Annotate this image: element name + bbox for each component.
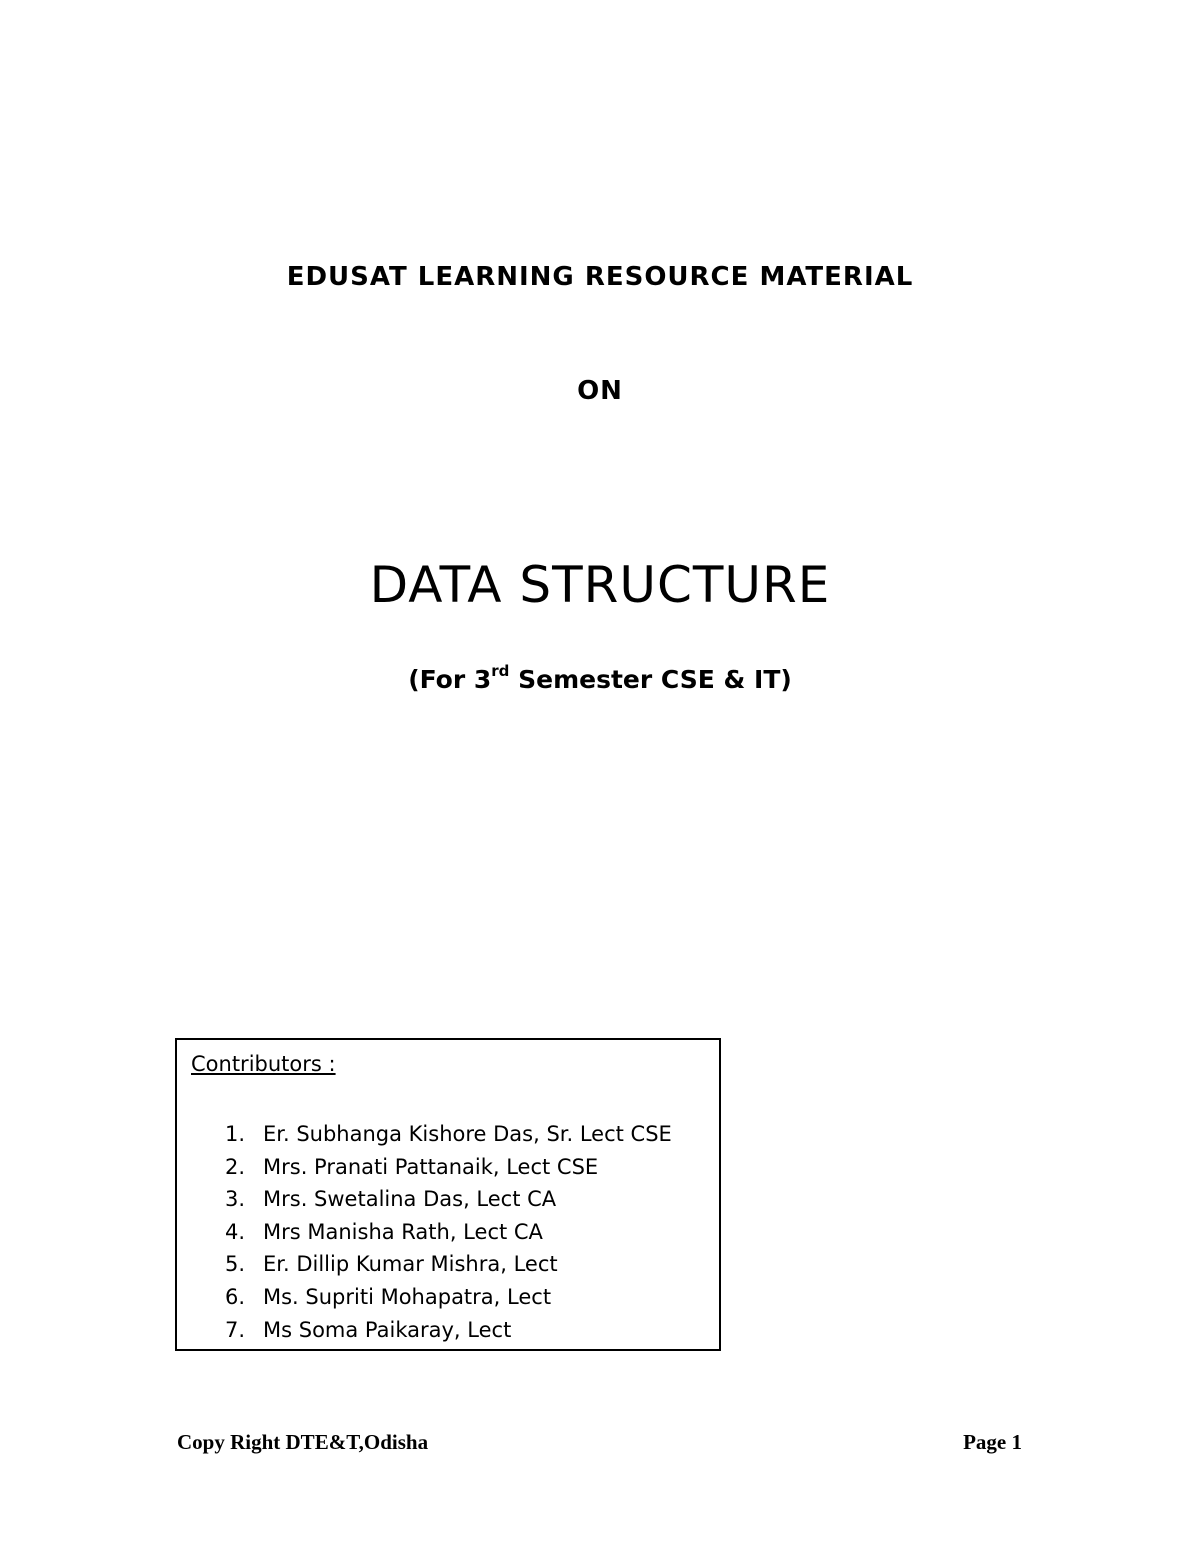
contributors-heading: Contributors : xyxy=(191,1052,336,1076)
list-item-text: Mrs. Pranati Pattanaik, Lect CSE xyxy=(263,1154,599,1179)
on-label: ON xyxy=(577,376,623,406)
subtitle-superscript: rd xyxy=(491,662,510,680)
list-item xyxy=(225,1216,672,1249)
subtitle-suffix: Semester CSE & IT) xyxy=(509,665,792,694)
list-item-text: Ms. Supriti Mohapatra, Lect xyxy=(263,1284,552,1309)
list-item xyxy=(225,1248,672,1281)
list-item-number: 5. xyxy=(225,1252,246,1277)
list-item-number: 7. xyxy=(225,1317,246,1342)
list-item-number: 3. xyxy=(225,1187,246,1212)
contributors-list xyxy=(225,1118,672,1346)
list-item-text: Mrs. Swetalina Das, Lect CA xyxy=(263,1187,557,1212)
document-heading: EDUSAT LEARNING RESOURCE MATERIAL xyxy=(286,262,914,292)
document-title: DATA STRUCTURE xyxy=(369,556,831,614)
contributors-box xyxy=(175,1038,721,1351)
list-item-number: 1. xyxy=(225,1122,246,1146)
list-item-number: 4. xyxy=(225,1219,246,1244)
list-item-text: Mrs Manisha Rath, Lect CA xyxy=(263,1219,543,1244)
footer-page-number: Page 1 xyxy=(963,1430,1022,1454)
list-item-text: Ms Soma Paikaray, Lect xyxy=(263,1317,512,1342)
list-item xyxy=(225,1183,672,1216)
list-item-text: Er. Dillip Kumar Mishra, Lect xyxy=(263,1252,558,1277)
list-item-number: 6. xyxy=(225,1284,246,1309)
footer-copyright: Copy Right DTE&T,Odisha xyxy=(177,1430,429,1454)
list-item xyxy=(225,1314,672,1347)
document-subtitle xyxy=(0,662,1200,694)
list-item xyxy=(225,1281,672,1314)
list-item xyxy=(225,1151,672,1184)
list-item xyxy=(225,1118,672,1151)
subtitle-prefix: (For 3 xyxy=(408,665,492,694)
list-item-number: 2. xyxy=(225,1154,246,1179)
list-item-text: Er. Subhanga Kishore Das, Sr. Lect CSE xyxy=(263,1122,672,1146)
